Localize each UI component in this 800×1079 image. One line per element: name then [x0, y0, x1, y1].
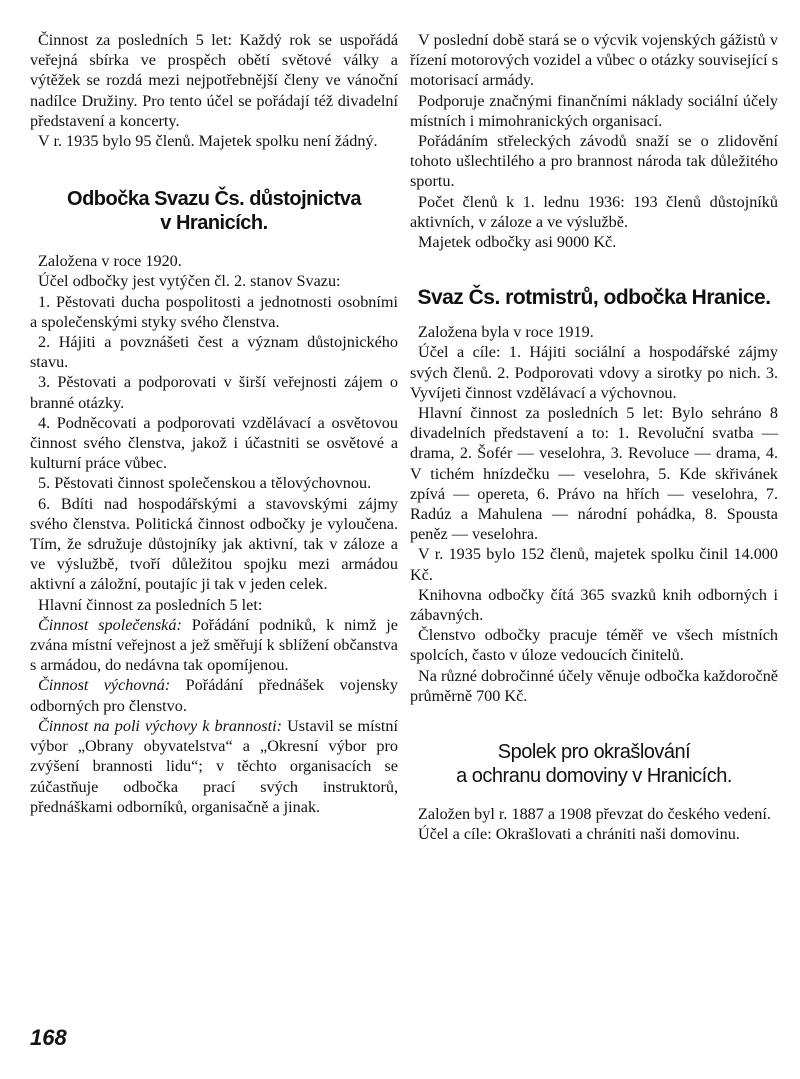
- paragraph: [30, 716, 398, 817]
- section-heading-officers: [30, 187, 398, 235]
- section-heading-sergeants: [410, 286, 778, 310]
- paragraph: Pořádáním střeleckých závodů snaží se o zlidovění tohoto ušlechtilého a pro brannost národa tak důležitého sportu.: [410, 132, 778, 191]
- paragraph: Založena byla v roce 1919.: [418, 323, 594, 342]
- paragraph: V poslední době stará se o výcvik vojenských gážistů v řízení motorových vozidel a vůbec o otázky související s motorisací armády.: [410, 31, 778, 90]
- heading-line: Svaz Čs. rotmistrů, odbočka Hranice.: [417, 286, 771, 310]
- paragraph: Účel a cíle: Okrašlovati a chrániti naši domovinu.: [418, 825, 740, 844]
- paragraph: Účel a cíle: 1. Hájiti sociální a hospodářské zájmy svých členů. 2. Podporovati vdovy a sirotky po nich. 3. Vyvíjeti činnost vzdělávací a výchovnou.: [410, 343, 778, 402]
- paragraph: [30, 615, 398, 676]
- text: Ustavil se místní výbor „Obrany obyvatelstva“ a „Okresní výbor pro zvýšení brannosti lidu“; v těchto organisacích se zúčastňuje odbočka prací svých instruktorů, přednáškami odborníků, organisačně a jinak.: [30, 716, 398, 816]
- list-item: 4. Podněcovati a podporovati vzdělávací a osvětovou činnost svého členstva, jakož i účastniti se osvětové a kulturní práce vůbec.: [30, 413, 398, 473]
- paragraph: V r. 1935 bylo 152 členů, majetek spolku činil 14.000 Kč.: [410, 545, 778, 584]
- text: Pořádání přednášek vojensky odborných pro členstvo.: [30, 676, 398, 715]
- right-column: [410, 30, 778, 845]
- list-item: 5. Pěstovati činnost společenskou a tělovýchovnou.: [38, 474, 372, 493]
- paragraph: Počet členů k 1. lednu 1936: 193 členů důstojníků aktivních, v záloze a ve výslužbě.: [410, 192, 778, 231]
- heading-line: Spolek pro okrašlování: [497, 741, 691, 764]
- italic-label: Činnost výchovná:: [38, 676, 171, 695]
- paragraph: Činnost za posledních 5 let: Každý rok se uspořádá veřejná sbírka ve prospěch obětí světové války a výtěžek se rozdá mezi nejpotřebnější členy ve vánoční nadílce Družiny. Pro tento účel se pořádají též divadelní představení a koncerty.: [30, 31, 398, 130]
- section-heading-beautification: [410, 740, 778, 788]
- paragraph: Podporuje značnými finančními náklady sociální účely místních i mimohranických organisací.: [410, 91, 778, 130]
- list-item: 6. Bdíti nad hospodářskými a stavovskými zájmy svého členstva. Politická činnost odbočky je vyloučena. Tím, že sdružuje důstojníky jak aktivní, tak v záloze a ve výslužbě, tvoří důležitou spojku mezi armádou aktivní a záložní, poutajíc ji tak v jeden celek.: [30, 494, 398, 594]
- paragraph: Majetek odbočky asi 9000 Kč.: [418, 233, 617, 252]
- text: Pořádání podniků, k nimž je zvána místní veřejnost a jež směřují k sblížení občanstva s armádou, do nedávna tak opomíjenou.: [30, 615, 398, 675]
- italic-label: Činnost na poli výchovy k brannosti:: [38, 716, 282, 735]
- paragraph: Hlavní činnost za posledních 5 let: Bylo sehráno 8 divadelních představení a to: 1. Revoluční svatba — drama, 2. Šofér — veselohra, 3. Revoluce — drama, 4. V tichém hnízdečku — veselohra, 5. Kde skřivánek zpívá — opereta, 6. Právo na hřích — veselohra, 7. Radúz a Mahulena — národní pohádka, 8. Spousta peněz — veselohra.: [410, 404, 778, 544]
- left-column: [30, 30, 398, 817]
- paragraph: Založena v roce 1920.: [38, 252, 182, 271]
- heading-line: Odbočka Svazu Čs. důstojnictva: [67, 188, 361, 211]
- paragraph: Členstvo odbočky pracuje téměř ve všech místních spolcích, často v úloze vedoucích činitelů.: [410, 626, 778, 665]
- list-item: 3. Pěstovati a podporovati v širší veřejnosti zájem o branné otázky.: [30, 373, 398, 412]
- page-number: 168: [30, 1025, 67, 1050]
- list-item: 2. Hájiti a povznášeti čest a význam důstojnického stavu.: [30, 333, 398, 372]
- paragraph: Knihovna odbočky čítá 365 svazků knih odborných i zábavných.: [410, 585, 778, 625]
- heading-line: v Hranicích.: [160, 212, 268, 235]
- paragraph: Hlavní činnost za posledních 5 let:: [38, 595, 263, 614]
- italic-label: Činnost společenská:: [38, 615, 182, 634]
- paragraph: V r. 1935 bylo 95 členů. Majetek spolku není žádný.: [38, 132, 378, 151]
- heading-line: a ochranu domoviny v Hranicích.: [456, 765, 732, 788]
- list-item: 1. Pěstovati ducha pospolitosti a jednotnosti osobními a společenskými styky svého členstva.: [30, 292, 398, 331]
- paragraph: Založen byl r. 1887 a 1908 převzat do českého vedení.: [418, 805, 771, 824]
- paragraph: Na různé dobročinné účely věnuje odbočka každoročně průměrně 700 Kč.: [410, 666, 778, 705]
- paragraph: [30, 675, 398, 715]
- paragraph: Účel odbočky jest vytýčen čl. 2. stanov Svazu:: [38, 272, 341, 291]
